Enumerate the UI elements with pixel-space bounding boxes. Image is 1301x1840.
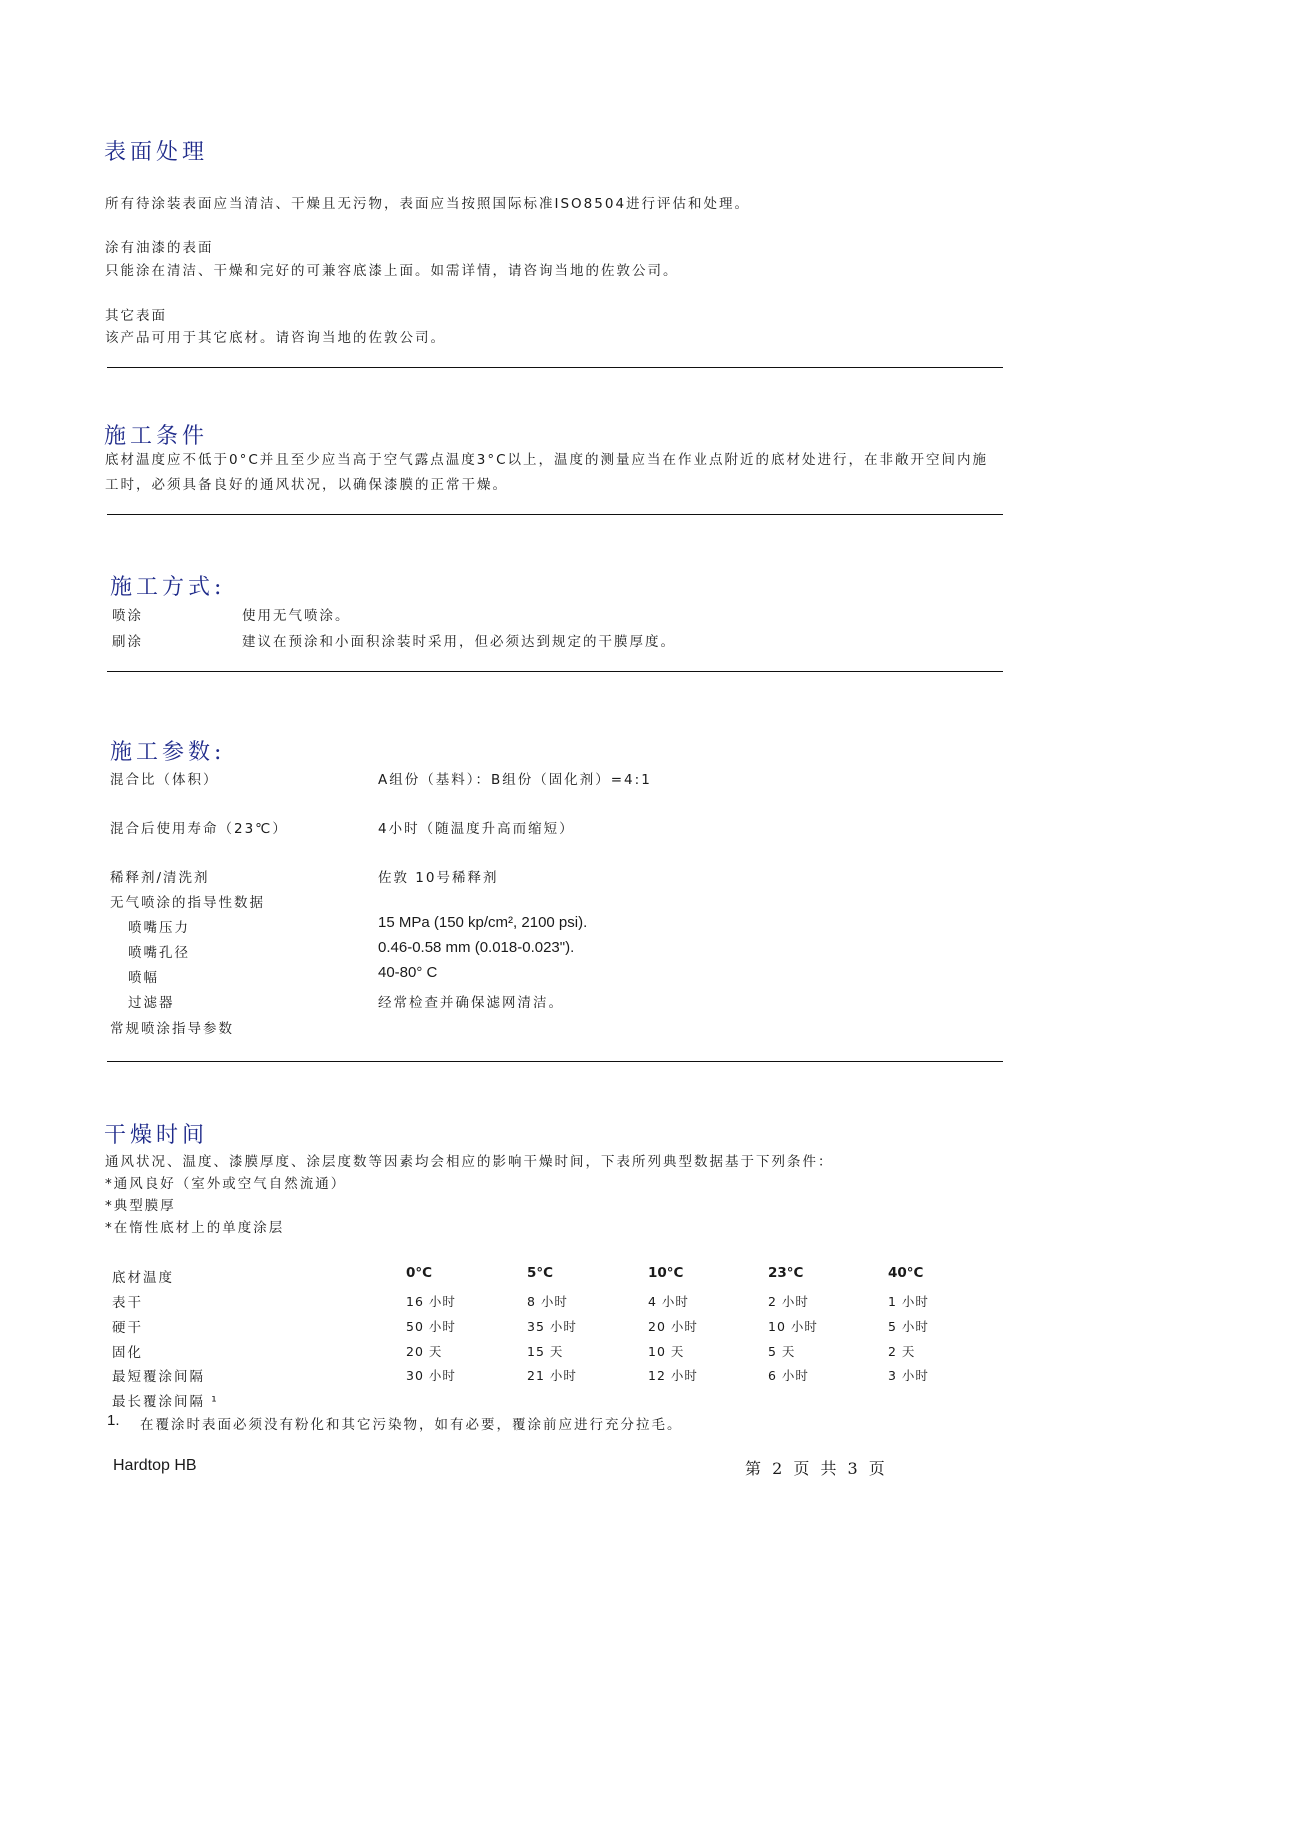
- table-header-temp: 0°C: [406, 1265, 433, 1281]
- mix-ratio-value: A组份（基料）：B组份（固化剂）=4:1: [378, 772, 652, 788]
- table-cell: 30 小时: [406, 1368, 456, 1383]
- method-value-spray: 使用无气喷涂。: [242, 608, 351, 624]
- painted-surface-text: 只能涂在清洁、干燥和完好的可兼容底漆上面。如需详情，请咨询当地的佐敦公司。: [105, 263, 679, 279]
- divider: [107, 514, 1003, 515]
- other-surface-text: 该产品可用于其它底材。请咨询当地的佐敦公司。: [105, 330, 446, 346]
- footnote-number: 1.: [107, 1412, 120, 1429]
- drying-condition: *通风良好（室外或空气自然流通）: [105, 1176, 347, 1192]
- thinner-label: 稀释剂/清洗剂: [110, 870, 210, 886]
- drying-condition: *典型膜厚: [105, 1198, 176, 1214]
- table-cell: 10 天: [648, 1344, 685, 1359]
- table-cell: 10 小时: [768, 1319, 818, 1334]
- table-header-temp: 40°C: [888, 1265, 924, 1281]
- methods-title: 施工方式:: [110, 575, 226, 600]
- pot-life-value: 4小时（随温度升高而缩短）: [378, 821, 575, 837]
- row-label-through-dry: 硬干: [112, 1320, 143, 1336]
- filter-value: 经常检查并确保滤网清洁。: [378, 995, 564, 1011]
- row-label-cured: 固化: [112, 1345, 143, 1361]
- conditions-text: 底材温度应不低于0°C并且至少应当高于空气露点温度3°C以上，温度的测量应当在作业点附近的底材处进行，在非敞开空间内施工时，必须具备良好的通风状况，以确保漆膜的正常干燥。: [105, 452, 989, 493]
- drying-condition: *在惰性底材上的单度涂层: [105, 1220, 285, 1236]
- table-cell: 5 天: [768, 1344, 796, 1359]
- drying-intro: 通风状况、温度、漆膜厚度、涂层度数等因素均会相应的影响干燥时间，下表所列典型数据基于下列条件：: [105, 1154, 834, 1170]
- spray-angle-label: 喷幅: [128, 970, 159, 986]
- divider: [107, 367, 1003, 368]
- footer-product-name: Hardtop HB: [113, 1457, 197, 1474]
- table-cell: 35 小时: [527, 1319, 577, 1334]
- divider: [107, 1061, 1003, 1062]
- table-header-temp: 5°C: [527, 1265, 554, 1281]
- thinner-value: 佐敦 10号稀释剂: [378, 870, 499, 886]
- conventional-heading: 常规喷涂指导参数: [110, 1021, 234, 1037]
- nozzle-pressure-value: 15 MPa (150 kp/cm², 2100 psi).: [378, 914, 588, 931]
- table-cell: 20 天: [406, 1344, 443, 1359]
- drying-title: 干燥时间: [104, 1123, 209, 1148]
- method-value-brush: 建议在预涂和小面积涂装时采用，但必须达到规定的干膜厚度。: [242, 634, 676, 650]
- method-label-brush: 刷涂: [112, 634, 143, 650]
- divider: [107, 671, 1003, 672]
- nozzle-tip-value: 0.46-0.58 mm (0.018-0.023").: [378, 939, 575, 956]
- params-title: 施工参数:: [110, 740, 226, 765]
- table-header-label: 底材温度: [112, 1270, 174, 1286]
- row-label-min-recoat: 最短覆涂间隔: [112, 1369, 205, 1385]
- mix-ratio-label: 混合比（体积）: [110, 772, 219, 788]
- spray-angle-value: 40-80° C: [378, 964, 438, 981]
- table-cell: 4 小时: [648, 1294, 689, 1309]
- table-cell: 16 小时: [406, 1294, 456, 1309]
- row-label-surface-dry: 表干: [112, 1295, 143, 1311]
- table-cell: 20 小时: [648, 1319, 698, 1334]
- surface-title: 表面处理: [104, 140, 209, 165]
- table-cell: 2 天: [888, 1344, 916, 1359]
- table-header-temp: 23°C: [768, 1265, 804, 1281]
- footer-page-info: 第 2 页 共 3 页: [745, 1459, 888, 1478]
- pot-life-label: 混合后使用寿命（23℃）: [110, 821, 288, 837]
- nozzle-pressure-label: 喷嘴压力: [128, 920, 190, 936]
- conditions-title: 施工条件: [104, 424, 209, 449]
- table-cell: 8 小时: [527, 1294, 568, 1309]
- nozzle-tip-label: 喷嘴孔径: [128, 945, 190, 961]
- table-cell: 1 小时: [888, 1294, 929, 1309]
- row-label-max-recoat: 最长覆涂间隔 ¹: [112, 1394, 219, 1410]
- table-header-temp: 10°C: [648, 1265, 684, 1281]
- airless-heading: 无气喷涂的指导性数据: [110, 895, 265, 911]
- filter-label: 过滤器: [128, 995, 175, 1011]
- table-cell: 3 小时: [888, 1368, 929, 1383]
- table-cell: 50 小时: [406, 1319, 456, 1334]
- table-cell: 2 小时: [768, 1294, 809, 1309]
- table-cell: 15 天: [527, 1344, 564, 1359]
- table-cell: 5 小时: [888, 1319, 929, 1334]
- painted-surface-heading: 涂有油漆的表面: [105, 240, 214, 256]
- table-cell: 12 小时: [648, 1368, 698, 1383]
- method-label-spray: 喷涂: [112, 608, 143, 624]
- footnote-text: 在覆涂时表面必须没有粉化和其它污染物，如有必要，覆涂前应进行充分拉毛。: [140, 1417, 683, 1433]
- table-cell: 21 小时: [527, 1368, 577, 1383]
- surface-intro: 所有待涂装表面应当清洁、干燥且无污物，表面应当按照国际标准ISO8504进行评估和处理。: [105, 196, 751, 212]
- table-cell: 6 小时: [768, 1368, 809, 1383]
- other-surface-heading: 其它表面: [105, 308, 167, 324]
